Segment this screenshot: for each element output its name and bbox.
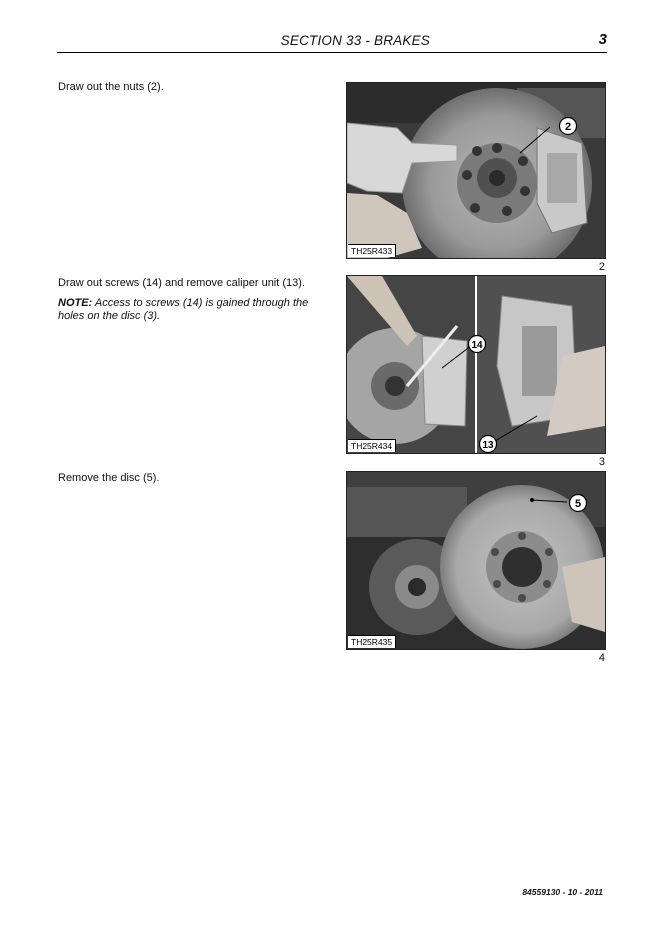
disc-removal-illustration — [347, 472, 605, 649]
section-title: SECTION 33 - BRAKES — [280, 33, 430, 48]
callout-5 — [568, 493, 588, 513]
figure-code: TH25R435 — [348, 635, 396, 648]
figure-number: 4 — [598, 652, 605, 664]
figure-4-photo — [346, 471, 606, 650]
figure-2-photo — [346, 82, 606, 259]
note-text: Access to screws (14) is gained through the holes on the disc (3). — [58, 297, 309, 322]
step-3-text: Remove the disc (5). — [58, 472, 160, 484]
caliper-removal-illustration — [347, 276, 605, 453]
step-2-text: Draw out screws (14) and remove caliper unit (13). — [58, 277, 305, 289]
step-1-text: Draw out the nuts (2). — [58, 81, 164, 93]
svg-text:5: 5 — [574, 498, 582, 510]
page-number: 3 — [598, 31, 607, 48]
brake-disc-nuts-illustration — [347, 83, 605, 258]
figure-number: 2 — [598, 261, 605, 273]
figure-code: TH25R434 — [348, 439, 396, 452]
header-divider — [57, 52, 607, 53]
svg-text:14: 14 — [471, 340, 483, 351]
callout-13 — [478, 434, 498, 454]
note-label: NOTE: — [58, 297, 93, 309]
figure-code: TH25R433 — [348, 244, 396, 257]
document-reference: 84559130 - 10 - 2011 — [522, 887, 603, 897]
step-2-note — [58, 297, 323, 323]
callout-2 — [558, 116, 578, 136]
figure-number: 3 — [598, 456, 605, 468]
callout-14 — [467, 334, 487, 354]
svg-text:2: 2 — [564, 121, 572, 133]
svg-text:13: 13 — [482, 440, 494, 451]
figure-3-photo — [346, 275, 606, 454]
